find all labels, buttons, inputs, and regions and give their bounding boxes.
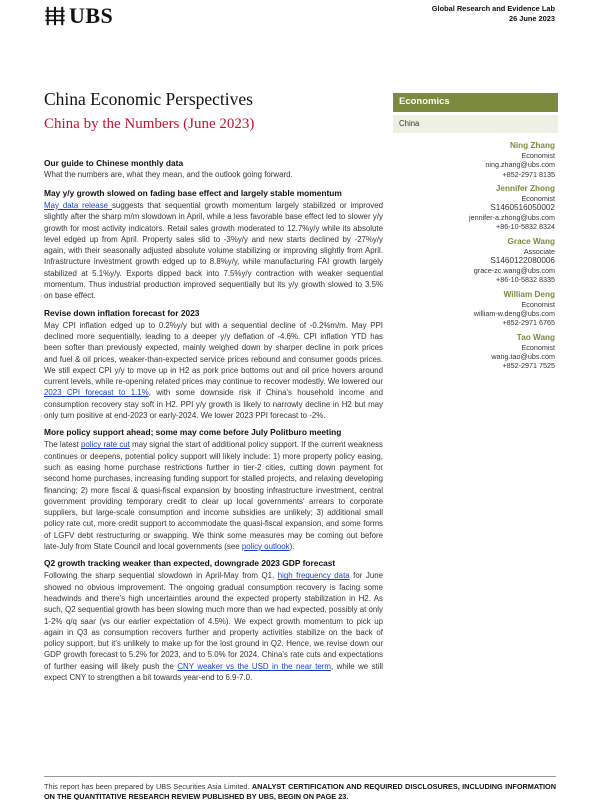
report-title: China Economic Perspectives [44,89,253,109]
analyst-list [390,140,555,374]
inline-link[interactable]: policy rate cut [81,440,130,450]
analyst-role: Economist [521,342,555,352]
analyst-license: S1460516050002 [490,203,555,213]
paragraph-text: ). [289,542,295,552]
footer-divider [44,776,556,777]
inline-link[interactable]: May data release [44,201,112,210]
analyst-phone: +852-2971 7525 [502,361,555,371]
publication-date: 26 June 2023 [508,14,555,23]
analyst-name: Grace Wang [507,236,555,246]
paragraph-text: , while we still expect CNY to strengthen a bit towards year-end to 6.9-7.0. [44,661,383,682]
paragraph-text: for June showed no obvious improvement. The ongoing gradual consumption recovery is facing some headwinds and there's high uncertainties around the expected property stabilization in H2. As such, Q2 sequential growth has been slowing much more than we had expected, possibly at only 1-2% q/q saar (vs our earlier expectation of 4.5%). We expect growth momentum to pick up again in Q3 as consumption recovers further and property activities stabilize on the back of policy support, but it's unlikely to make up for the lost ground in Q2. Hence, we revise down our GDP growth forecast to 5.2% for 2023, and to 5.0% for 2024. China's rate cuts and expectations of further easing will likely push the [44,571,383,671]
analyst-name: Jennifer Zhong [495,183,555,193]
analyst-role: Economist [521,193,555,203]
inline-link[interactable]: high frequency data [277,571,350,581]
analyst-license: S1460122080006 [490,256,555,266]
ubs-logo [44,4,113,28]
report-subtitle: China by the Numbers (June 2023) [44,116,255,132]
paragraph-text: , with some downside risk if China's household income and consumption recovery stay soft in H2. PPI y/y growth is likely to narrowly decline in H2 but may only turn positive at end-2023 or early-2024. We lower 2023 PPI forecast to -2%. [44,388,383,421]
sections [44,188,383,683]
section-heading: Q2 growth tracking weaker than expected, downgrade 2023 GDP forecast [44,558,336,569]
paragraph-text: may signal the start of additional policy support. If the current weakness continues or deepens, potential policy support will likely include: 1) more property policy easing, such as easing home purchase restrictions further in tier-2 cities, cutting down payment for second home purchases, increasing funding support for stalled projects, and relaxing developing financing; 2) more fiscal & quasi-fiscal expansion by boosting infrastructure investment, central government providing temporary credit to clear up local governments' arrears to corporate suppliers, but large-scale consumption and income subsidies are unlikely; 3) additional small policy rate cut, more credit support to accommodate the quasi-fiscal expansion, and some forms of LGFV debt restructuring or swapping. We think some measures may be coming out before late-July from State Council and local governments (see [44,440,383,552]
analyst-card [390,332,555,371]
analyst-phone: +852-2971 8135 [502,169,555,179]
report-header [432,4,555,24]
section-heading: Revise down inflation forecast for 2023 [44,307,200,318]
footer-disclaimer [44,782,556,800]
analyst-email: william-w.deng@ubs.com [473,308,555,318]
paragraph-text: suggests that sequential growth momentum largely stabilized or improved slightly after the sharp m/m slowdown in April, while a less favorable base effect led to slower y/y growth for most activity indicators. Retail sales growth moderated to 12.7%y/y while its absolute level edged up from April. Property sales slid to -3%y/y and new starts declined by -27%y/y again, with their seasonally adjusted absolute volume stabilizing or improving slightly from April. Infrastructure investment growth edged up to 8.8%y/y, while manufacturing FAI growth largely stabilized at 5.1%y/y. Exports dipped back into 7.5%y/y contraction with weaker sequential momentum. Thus industrial production improved sequentially but its y/y growth slowed to 3.5% on base effect. [44,201,383,301]
analyst-email: jennifer-a.zhong@ubs.com [468,213,555,223]
footer-normal: This report has been prepared by UBS Securities Asia Limited. [44,782,252,791]
analyst-email: ning.zhang@ubs.com [485,160,555,170]
paragraph-text: The latest [44,440,81,450]
analyst-email: wang.tao@ubs.com [491,351,555,361]
analyst-phone: +852-2971 6765 [502,318,555,328]
paragraph-text: May CPI inflation edged up to 0.2%y/y but with a sequential decline of -0.2%m/m. May PPI declined more sequentially, leading to a deeper y/y deflation of -4.6%. CPI inflation YTD has been softer than previously expected, mainly weighed down by sharper decline in pork prices and fuel & oil prices, weaker-than-expected service prices rebound and consumer goods prices. We still expect CPI y/y to move up in H2 as pork price bottoms out and oil price hovers around current levels, while re-opening related prices may continue to recover modestly. We lowered our [44,320,383,387]
analyst-role: Economist [521,151,555,160]
inline-link[interactable]: 2023 CPI forecast to 1.1% [44,388,149,398]
main-content [44,158,383,683]
footer-bold: ANALYST CERTIFICATION AND REQUIRED DISCLOSURES, INCLUDING INFORMATION ON THE QUANTITATIVE RESEARCH REVIEW PUBLISHED BY UBS, BEGIN ON PAGE 23. [44,782,557,800]
category-bar: Economics [393,93,558,112]
section-paragraph [44,320,383,422]
analyst-phone: +86-10-5832 8324 [496,222,555,232]
section-paragraph [44,200,383,302]
analyst-role: Economist [521,299,555,309]
guide-heading: Our guide to Chinese monthly data [44,158,184,168]
analyst-card [390,140,555,179]
guide-text: What the numbers are, what they mean, and the outlook going forward. [44,170,293,179]
analyst-role: Associate [523,246,555,256]
inline-link[interactable]: CNY weaker vs the USD in the near term [177,661,332,671]
logo-text: UBS [69,3,114,28]
section-paragraph [44,439,383,552]
section-heading: May y/y growth slowed on fading base effect and largely stable momentum [44,188,342,198]
analyst-card [390,183,555,232]
analyst-card [390,289,555,328]
publisher-name: Global Research and Evidence Lab [431,4,555,13]
analyst-phone: +86-10-5832 8335 [496,275,555,285]
analyst-email: grace-zc.wang@ubs.com [473,266,555,276]
analyst-name: Ning Zhang [509,141,555,150]
inline-link[interactable]: policy outlook [241,542,290,552]
analyst-name: Tao Wang [516,332,555,342]
paragraph-text: Following the sharp sequential slowdown in April-May from Q1, [44,571,278,581]
section-paragraph [44,570,383,683]
section-heading: More policy support ahead; some may come before July Politburo meeting [44,427,342,438]
ubs-keys-logo-icon [44,5,66,27]
region-bar: China [393,115,558,133]
analyst-name: William Deng [503,289,555,299]
analyst-card [390,236,555,285]
